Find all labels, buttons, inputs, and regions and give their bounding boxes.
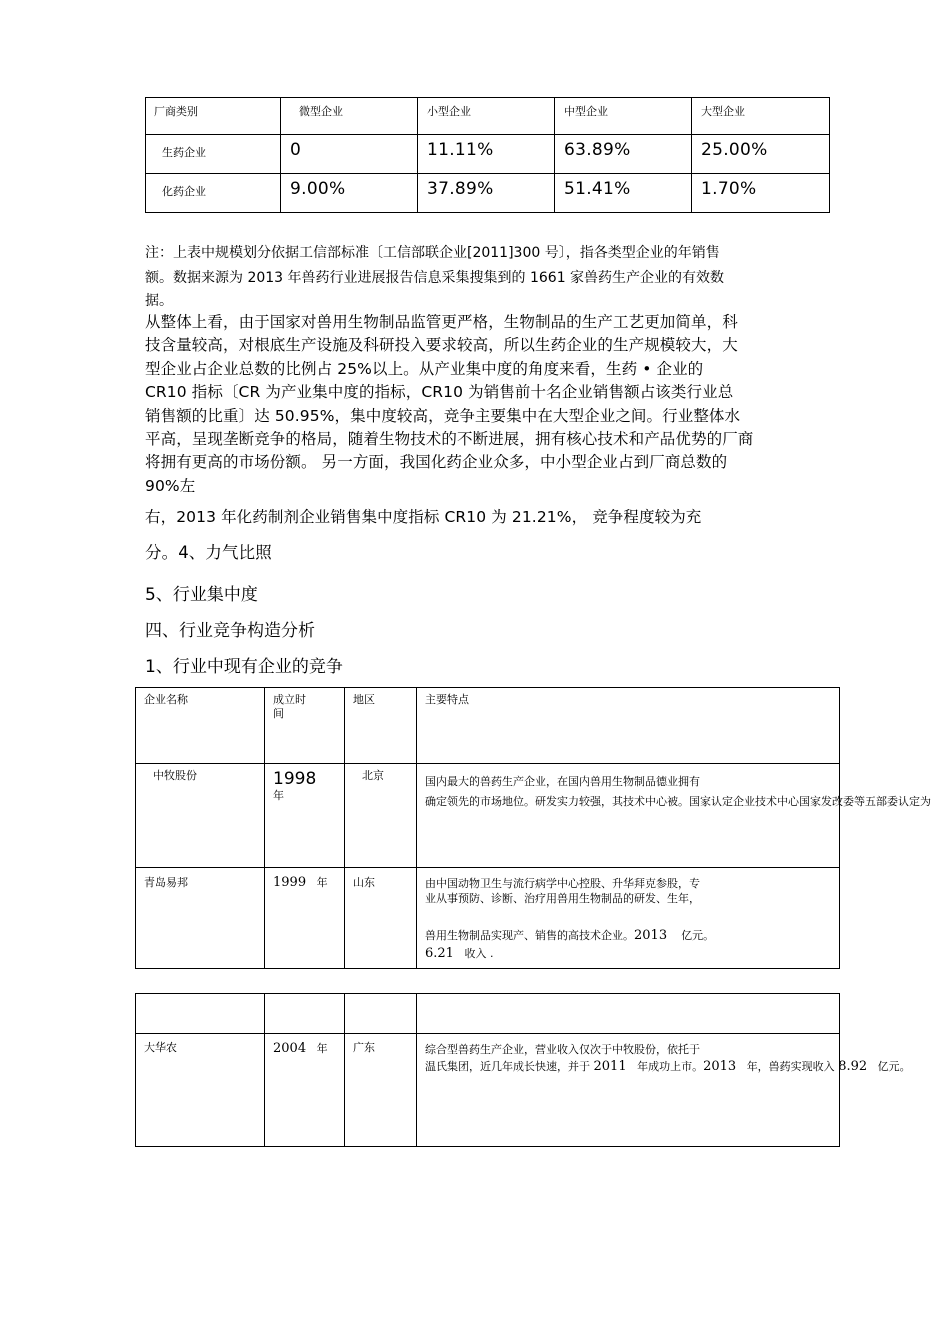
feature-line	[425, 946, 714, 961]
enterprise-name: 大华农	[144, 1041, 177, 1054]
founded-year	[273, 769, 316, 803]
row-label: 化药企业	[162, 185, 206, 198]
feature-number: 2013	[703, 1059, 737, 1074]
header-enterprise-name: 企业名称	[144, 693, 188, 706]
paragraph-line: 分。4、力气比照	[145, 543, 272, 562]
feature-number: 6.21	[425, 946, 454, 961]
feature-text: 年，兽药实现收入	[746, 1060, 835, 1073]
feature-text: 收入 .	[464, 947, 494, 960]
region: 广东	[353, 1041, 375, 1054]
feature-text: 温氏集团，近几年成长快速，并于	[425, 1060, 590, 1073]
region: 北京	[362, 769, 384, 782]
header-founded-line2: 间	[273, 707, 284, 720]
cell-value: 11.11%	[427, 140, 494, 160]
feature-line: 国内最大的兽药生产企业，在国内兽用生物制品德业拥有	[425, 775, 700, 788]
enterprise-name: 中牧股份	[153, 769, 197, 782]
note-line: 据。	[145, 293, 173, 309]
empty-cell	[265, 994, 345, 1034]
year-value: 1999	[273, 875, 307, 890]
feature-line: 业从事预防、诊断、治疗用兽用生物制品的研发、生年，	[425, 892, 700, 905]
feature-line: 确定领先的市场地位。研发实力较强，其技术中心被。国家认定企业技术中心国家发改委等五部委认定为	[425, 795, 931, 808]
features	[425, 1041, 911, 1075]
feature-text: 年成功上市。	[637, 1060, 704, 1073]
features	[425, 876, 714, 961]
enterprise-name: 青岛易邦	[144, 876, 188, 889]
empty-cell	[136, 994, 265, 1034]
feature-line: 由中国动物卫生与流行病学中心控股、升华拜克参股，专	[425, 877, 700, 890]
table-row	[136, 1034, 840, 1147]
enterprise-competition-table	[135, 687, 931, 969]
header-founded-line1: 成立时	[273, 693, 306, 706]
founded-year	[273, 876, 328, 890]
feature-number: 8.92	[838, 1059, 868, 1074]
header-region: 地区	[353, 693, 375, 706]
header-medium: 中型企业	[564, 105, 608, 118]
table-note	[145, 241, 805, 311]
feature-line	[425, 1058, 911, 1075]
enterprise-scale-table	[145, 97, 830, 213]
row-label: 生药企业	[162, 146, 206, 159]
body-paragraph	[145, 311, 753, 498]
header-small: 小型企业	[427, 105, 471, 118]
table-header-row	[136, 994, 840, 1034]
header-features: 主要特点	[425, 693, 469, 706]
note-line: 注：上表中规模划分依据工信部标准〔工信部联企业[2011]300 号〕，指各类型企业的年销售	[145, 245, 720, 261]
paragraph-line: 右，2013 年化药制剂企业销售集中度指标 CR10 为 21.21%， 竞争程度较为充	[145, 508, 702, 526]
paragraph-line: 将拥有更高的市场份额。 另一方面，我国化药企业众多，中小型企业占到厂商总数的	[145, 453, 728, 472]
empty-cell	[345, 994, 417, 1034]
table-row	[146, 174, 830, 213]
year-unit: 年	[316, 876, 328, 889]
table-row	[136, 764, 840, 868]
header-founded	[273, 693, 306, 721]
header-large: 大型企业	[701, 105, 745, 118]
features	[425, 772, 931, 812]
table-row	[136, 868, 840, 969]
year-unit: 年	[316, 1042, 328, 1055]
paragraph-line: 90%左	[145, 476, 196, 495]
cell-value: 51.41%	[564, 179, 631, 199]
header-micro: 微型企业	[299, 105, 343, 118]
section-heading-concentration: 5、行业集中度	[145, 585, 258, 605]
feature-number: 2013	[634, 928, 668, 943]
note-line: 额。数据来源为 2013 年兽药行业进展报告信息采集搜集到的 1661 家兽药生产企业的有效数	[145, 270, 725, 286]
cell-value: 25.00%	[701, 140, 768, 160]
table-row	[146, 135, 830, 174]
paragraph-line: 从整体上看，由于国家对兽用生物制品监管更严格，生物制品的生产工艺更加简单，科	[145, 313, 738, 331]
feature-line	[425, 928, 714, 943]
empty-cell	[417, 994, 840, 1034]
paragraph-line: CR10 指标〔CR 为产业集中度的指标，CR10 为销售前十名企业销售额占该类行业总	[145, 383, 734, 402]
feature-text: 亿元。	[681, 929, 715, 942]
paragraph-line: 平高，呈现垄断竞争的格局，随着生物技术的不断进展，拥有核心技术和产品优势的厂商	[145, 430, 754, 449]
year-value: 1998	[273, 769, 317, 789]
paragraph-line: 型企业占企业总数的比例占 25%以上。从产业集中度的角度来看，生药 • 企业的	[145, 359, 704, 378]
year-unit: 年	[273, 789, 284, 802]
table-header-row	[146, 98, 830, 135]
cell-value: 0	[290, 140, 302, 160]
year-value: 2004	[273, 1041, 307, 1056]
paragraph-line: 销售额的比重〕达 50.95%，集中度较高，竞争主要集中在大型企业之间。行业整体水	[145, 406, 741, 425]
enterprise-competition-table-continued	[135, 993, 911, 1147]
paragraph-line: 技含量较高，对根底生产设施及科研投入要求较高，所以生药企业的生产规模较大，大	[145, 336, 738, 355]
table-header-row	[136, 688, 840, 764]
region: 山东	[353, 876, 375, 889]
header-category: 厂商类别	[154, 105, 198, 118]
feature-text: 兽用生物制品实现产、销售的高技术企业。	[425, 929, 634, 942]
section-heading-existing-competition: 1、行业中现有企业的竞争	[145, 657, 343, 677]
cell-value: 1.70%	[701, 179, 757, 199]
feature-text: 亿元。	[877, 1060, 911, 1073]
section-heading-competition-structure: 四、行业竞争构造分析	[145, 621, 315, 641]
feature-line: 综合型兽药生产企业，营业收入仅次于中牧股份，依托于	[425, 1043, 700, 1056]
founded-year	[273, 1042, 328, 1056]
cell-value: 9.00%	[290, 179, 346, 199]
cell-value: 63.89%	[564, 140, 631, 160]
cell-value: 37.89%	[427, 179, 494, 199]
feature-number: 2011	[593, 1059, 627, 1074]
